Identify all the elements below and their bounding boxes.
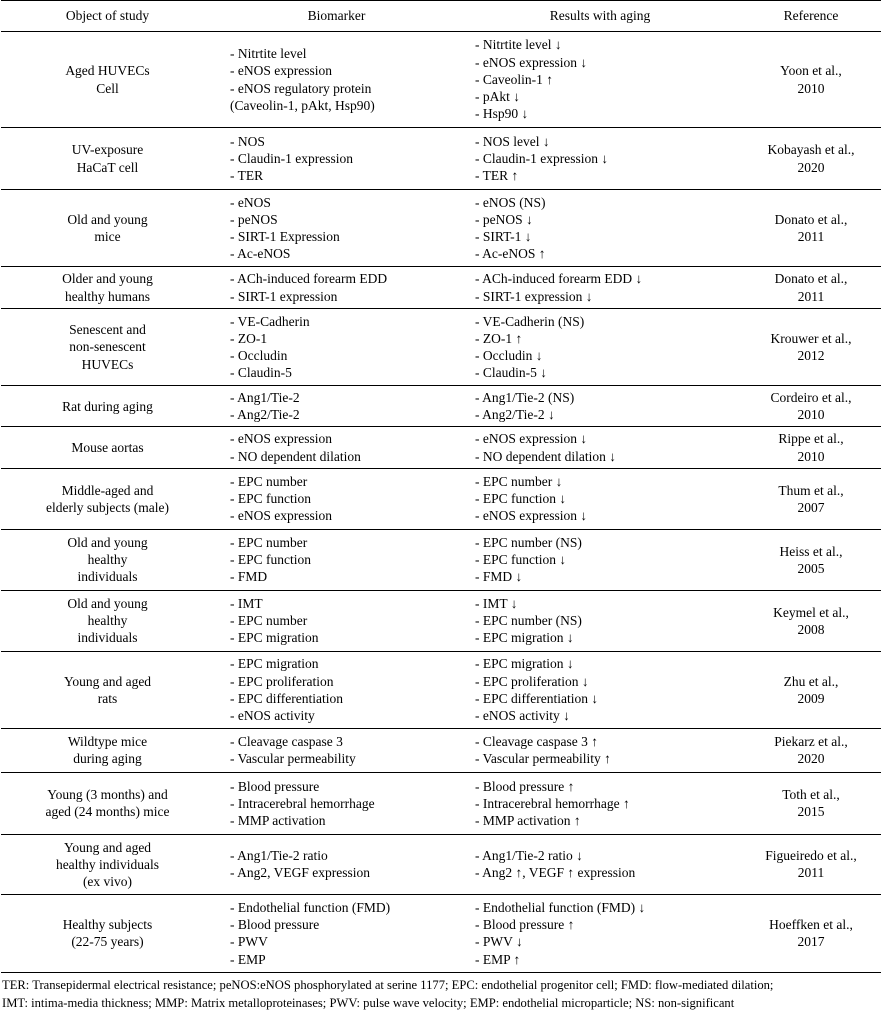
object-of-study-cell: [1, 894, 214, 972]
biomarker-cell-line: - Endothelial function (FMD): [230, 899, 391, 915]
object-of-study-cell: [1, 32, 214, 128]
results-cell-line: - EPC function ↓: [475, 552, 567, 568]
biomarker-cell: [214, 590, 459, 651]
object-of-study-cell-line: HaCaT cell: [76, 159, 139, 175]
reference-cell: [741, 386, 881, 427]
reference-cell: [741, 32, 881, 128]
table-row: [1, 772, 881, 834]
biomarker-cell: [214, 651, 459, 728]
results-cell-line: - ZO-1 ↑: [475, 330, 523, 346]
biomarker-cell-line: - MMP activation: [230, 812, 326, 828]
biomarker-cell-line: - Claudin-5: [230, 365, 292, 381]
results-cell-line: - EPC number (NS): [475, 535, 582, 550]
results-cell: [459, 468, 741, 529]
object-of-study-cell-line: rats: [97, 690, 118, 706]
biomarker-cell-line: - Blood pressure: [230, 917, 320, 933]
reference-cell-line: 2017: [797, 934, 825, 950]
object-of-study-cell: [1, 190, 214, 267]
object-of-study-cell-line: elderly subjects (male): [46, 499, 169, 515]
results-cell-line: - EPC migration ↓: [475, 656, 574, 672]
object-of-study-cell-line: Young (3 months) and: [47, 787, 168, 803]
table-row: [1, 728, 881, 772]
object-of-study-cell-line: during aging: [73, 751, 142, 767]
biomarker-cell: [214, 128, 459, 190]
object-of-study-cell-line: Young and aged: [63, 673, 152, 689]
object-of-study-cell: [1, 267, 214, 309]
reference-cell: [741, 529, 881, 590]
reference-cell-line: 2015: [797, 804, 825, 820]
results-cell-line: - EPC differentiation ↓: [475, 690, 599, 706]
results-cell-line: - EPC number (NS): [475, 613, 582, 629]
table-row: [1, 267, 881, 309]
table-row: [1, 190, 881, 267]
results-cell: [459, 309, 741, 386]
reference-cell: [741, 468, 881, 529]
results-cell: [459, 128, 741, 190]
reference-cell-line: Zhu et al.,: [783, 673, 839, 689]
reference-cell-line: 2008: [797, 621, 825, 637]
biomarker-cell-line: - FMD: [230, 569, 268, 585]
biomarker-cell: [214, 834, 459, 894]
biomarker-cell-line: - eNOS regulatory protein: [230, 80, 372, 96]
reference-cell: [741, 834, 881, 894]
reference-cell-line: Hoeffken et al.,: [769, 917, 853, 933]
results-cell-line: - Ang2 ↑, VEGF ↑ expression: [475, 865, 636, 881]
reference-cell: [741, 309, 881, 386]
biomarker-cell: [214, 427, 459, 468]
biomarker-cell-line: - NOS: [230, 133, 265, 149]
reference-cell-line: 2010: [797, 407, 825, 423]
results-cell: [459, 834, 741, 894]
results-cell-line: - Blood pressure ↑: [475, 778, 575, 794]
results-cell: [459, 590, 741, 651]
reference-cell: [741, 651, 881, 728]
object-of-study-cell-line: individuals: [77, 630, 138, 646]
reference-cell-line: 2005: [797, 560, 825, 576]
object-of-study-cell: [1, 590, 214, 651]
reference-cell-line: Donato et al.,: [774, 211, 848, 227]
header-object-of-study: Object of study: [1, 1, 214, 32]
results-cell-line: - NO dependent dilation ↓: [475, 448, 616, 464]
biomarker-cell-line: - ZO-1: [230, 330, 268, 346]
reference-cell-line: 2010: [797, 448, 825, 464]
results-cell-line: - SIRT-1 expression ↓: [475, 288, 593, 304]
object-of-study-cell-line: HUVECs: [81, 356, 134, 372]
biomarker-cell: [214, 32, 459, 128]
object-of-study-cell-line: Mouse aortas: [71, 440, 144, 455]
table-row: [1, 529, 881, 590]
reference-cell-line: 2009: [797, 690, 825, 706]
object-of-study-cell-line: healthy: [87, 552, 128, 568]
results-cell-line: - EPC function ↓: [475, 491, 567, 507]
results-cell-line: - Occludin ↓: [475, 348, 543, 363]
results-cell: [459, 32, 741, 128]
reference-cell-line: 2011: [797, 229, 825, 244]
biomarker-cell-line: - EPC function: [230, 491, 311, 507]
biomarker-cell-line: - Intracerebral hemorrhage: [230, 795, 375, 811]
object-of-study-cell-line: (ex vivo): [82, 873, 133, 889]
results-cell-line: - EPC migration ↓: [475, 630, 574, 646]
object-of-study-cell-line: aged (24 months) mice: [45, 804, 170, 820]
results-cell-line: - peNOS ↓: [475, 211, 533, 227]
object-of-study-cell-line: UV-exposure: [71, 142, 144, 158]
table-row: [1, 386, 881, 427]
object-of-study-cell-line: individuals: [77, 569, 138, 585]
object-of-study-cell-line: non-senescent: [69, 339, 146, 355]
biomarker-cell-line: - ACh-induced forearm EDD: [230, 271, 388, 287]
reference-cell-line: Keymel et al.,: [773, 604, 849, 620]
reference-cell-line: 2011: [797, 288, 825, 304]
biomarker-cell-line: - Occludin: [230, 348, 288, 363]
biomarker-cell-line: - EPC migration: [230, 656, 319, 672]
reference-cell-line: Piekarz et al.,: [774, 734, 848, 750]
biomarker-cell-line: - PWV: [230, 934, 268, 950]
object-of-study-cell-line: healthy: [87, 613, 128, 629]
biomarker-cell-line: - peNOS: [230, 211, 278, 227]
table-row: [1, 32, 881, 128]
biomarker-cell-line: - eNOS expression: [230, 431, 332, 447]
reference-cell-line: Donato et al.,: [774, 271, 848, 287]
biomarker-cell: [214, 529, 459, 590]
reference-cell-line: Toth et al.,: [782, 787, 840, 803]
reference-cell-line: 2011: [797, 865, 825, 881]
object-of-study-cell-line: Senescent and: [69, 322, 146, 338]
results-cell-line: - Caveolin-1 ↑: [475, 71, 553, 87]
reference-cell: [741, 190, 881, 267]
reference-cell: [741, 772, 881, 834]
table-header: [1, 1, 881, 32]
reference-cell-line: Yoon et al.,: [780, 63, 842, 79]
results-cell-line: - NOS level ↓: [475, 133, 550, 149]
reference-cell-line: 2020: [797, 159, 825, 175]
biomarker-cell-line: - Ang2/Tie-2: [230, 407, 300, 423]
results-cell-line: - EPC proliferation ↓: [475, 673, 589, 689]
reference-cell: [741, 894, 881, 972]
reference-cell-line: Heiss et al.,: [779, 543, 843, 559]
reference-cell-line: Thum et al.,: [778, 482, 844, 498]
results-cell-line: - MMP activation ↑: [475, 812, 581, 828]
results-cell-line: - eNOS expression ↓: [475, 508, 588, 524]
results-cell-line: - eNOS expression ↓: [475, 431, 588, 447]
reference-cell: [741, 267, 881, 309]
biomarker-cell-line: - eNOS expression: [230, 63, 332, 79]
table-row: [1, 468, 881, 529]
object-of-study-cell: [1, 728, 214, 772]
results-cell-line: - eNOS (NS): [475, 194, 546, 210]
reference-cell-line: Figueiredo et al.,: [765, 848, 857, 864]
results-cell-line: - SIRT-1 ↓: [475, 229, 532, 244]
results-cell-line: - Vascular permeability ↑: [475, 751, 611, 767]
object-of-study-cell-line: Old and young: [67, 211, 148, 227]
results-cell: [459, 894, 741, 972]
object-of-study-cell: [1, 309, 214, 386]
biomarker-cell-line: - SIRT-1 expression: [230, 288, 338, 304]
results-cell-line: - Claudin-1 expression ↓: [475, 150, 609, 166]
results-cell-line: - Endothelial function (FMD) ↓: [475, 899, 646, 915]
biomarker-cell-line: - eNOS activity: [230, 708, 315, 724]
object-of-study-cell-line: Old and young: [67, 596, 148, 611]
reference-cell-line: Kobayash et al.,: [767, 142, 855, 158]
object-of-study-cell: [1, 651, 214, 728]
results-cell-line: - VE-Cadherin (NS): [475, 313, 585, 329]
biomarker-cell-line: - EPC function: [230, 552, 311, 568]
table-footnote: [0, 973, 883, 1012]
biomarker-cell-line: - EPC number: [230, 535, 308, 550]
object-of-study-cell-line: Wildtype mice: [67, 734, 148, 750]
table-row: [1, 309, 881, 386]
biomarker-cell-line: - Ang1/Tie-2: [230, 390, 300, 405]
footnote-line: TER: Transepidermal electrical resistance; peNOS:eNOS phosphorylated at serine 1177; EPC: endothelial progenitor cell; FMD: flow-mediated dilation;: [2, 977, 774, 992]
biomarker-cell-line: - Ang1/Tie-2 ratio: [230, 848, 328, 864]
results-cell-line: - Intracerebral hemorrhage ↑: [475, 795, 630, 811]
reference-cell-line: Krouwer et al.,: [770, 330, 852, 346]
biomarker-cell-line: - Claudin-1 expression: [230, 150, 353, 166]
results-cell: [459, 529, 741, 590]
object-of-study-cell-line: Healthy subjects: [62, 917, 153, 933]
object-of-study-cell-line: Middle-aged and: [61, 482, 154, 498]
biomarker-cell: [214, 386, 459, 427]
reference-cell: [741, 128, 881, 190]
object-of-study-cell-line: (22-75 years): [71, 934, 144, 950]
results-cell-line: - FMD ↓: [475, 569, 523, 585]
object-of-study-cell-line: Cell: [96, 80, 119, 96]
object-of-study-cell: [1, 529, 214, 590]
biomarker-cell-line: - NO dependent dilation: [230, 448, 361, 464]
biomarker-cell-line: - Ac-eNOS: [230, 246, 291, 262]
biomarker-cell-line: - EPC migration: [230, 630, 319, 646]
object-of-study-cell-line: mice: [94, 229, 121, 244]
reference-cell-line: Rippe et al.,: [778, 431, 844, 447]
biomarker-cell-line: - EPC number: [230, 474, 308, 489]
reference-cell-line: 2020: [797, 751, 825, 767]
results-cell-line: - Cleavage caspase 3 ↑: [475, 734, 598, 750]
object-of-study-cell: [1, 386, 214, 427]
results-cell-line: - Nitrtite level ↓: [475, 37, 562, 53]
object-of-study-cell: [1, 772, 214, 834]
header-biomarker: Biomarker: [214, 1, 459, 32]
reference-cell: [741, 427, 881, 468]
biomarker-cell: [214, 468, 459, 529]
table-row: [1, 651, 881, 728]
results-cell-line: - PWV ↓: [475, 934, 523, 950]
object-of-study-cell-line: healthy humans: [64, 288, 151, 304]
results-cell: [459, 651, 741, 728]
table-row: [1, 834, 881, 894]
biomarker-cell: [214, 772, 459, 834]
reference-cell: [741, 728, 881, 772]
reference-cell-line: 2010: [797, 80, 825, 96]
table-row: [1, 427, 881, 468]
object-of-study-cell-line: Young and aged: [63, 839, 152, 855]
results-cell-line: - eNOS expression ↓: [475, 54, 588, 70]
header-results-with-aging: Results with aging: [459, 1, 741, 32]
biomarker-cell-line: - Blood pressure: [230, 778, 320, 794]
results-cell-line: - pAkt ↓: [475, 89, 520, 105]
header-row: [1, 1, 881, 32]
biomarker-cell: [214, 728, 459, 772]
biomarker-cell-line: - EPC proliferation: [230, 673, 334, 689]
results-cell-line: - Blood pressure ↑: [475, 917, 575, 933]
results-cell-line: - Ang2/Tie-2 ↓: [475, 407, 555, 423]
table-row: [1, 590, 881, 651]
results-cell: [459, 427, 741, 468]
biomarker-cell-line: - IMT: [230, 596, 263, 611]
biomarker-cell-line: - EMP: [230, 951, 266, 967]
biomarker-cell-line: - eNOS expression: [230, 508, 332, 524]
reference-cell-line: Cordeiro et al.,: [770, 390, 852, 405]
object-of-study-cell: [1, 427, 214, 468]
table-body: [1, 32, 881, 973]
biomarker-cell-line: - VE-Cadherin: [230, 313, 310, 329]
header-reference: Reference: [741, 1, 881, 32]
reference-cell: [741, 590, 881, 651]
object-of-study-cell: [1, 834, 214, 894]
biomarker-cell-line: - SIRT-1 Expression: [230, 229, 340, 244]
biomarker-cell: [214, 267, 459, 309]
results-cell-line: - Hsp90 ↓: [475, 106, 529, 122]
object-of-study-cell-line: Older and young: [62, 271, 153, 287]
biomarker-cell-line: - TER: [230, 168, 264, 184]
reference-cell-line: 2007: [797, 499, 825, 515]
footnote-line: IMT: intima-media thickness; MMP: Matrix metalloproteinases; PWV: pulse wave velocity; EMP: endothelial microparticle; NS: non-significant: [2, 995, 735, 1010]
results-cell: [459, 728, 741, 772]
results-cell: [459, 386, 741, 427]
biomarker-cell-line: - EPC differentiation: [230, 690, 343, 706]
results-cell: [459, 190, 741, 267]
results-cell-line: - Claudin-5 ↓: [475, 365, 547, 381]
object-of-study-cell-line: Aged HUVECs: [65, 63, 150, 79]
object-of-study-cell-line: Rat during aging: [62, 398, 153, 414]
biomarker-cell: [214, 894, 459, 972]
results-cell-line: - ACh-induced forearm EDD ↓: [475, 271, 643, 287]
biomarker-cell-line: - Cleavage caspase 3: [230, 734, 343, 750]
biomarker-cell: [214, 190, 459, 267]
object-of-study-cell: [1, 128, 214, 190]
table-row: [1, 894, 881, 972]
results-cell-line: - Ang1/Tie-2 ratio ↓: [475, 848, 583, 864]
results-cell-line: - TER ↑: [475, 168, 519, 184]
biomarker-cell-line: - eNOS: [230, 194, 271, 210]
results-cell: [459, 772, 741, 834]
object-of-study-cell-line: Old and young: [67, 535, 148, 550]
aging-biomarker-table: [1, 0, 881, 973]
object-of-study-cell: [1, 468, 214, 529]
results-cell-line: - eNOS activity ↓: [475, 708, 570, 724]
results-cell-line: - IMT ↓: [475, 596, 518, 611]
biomarker-cell: [214, 309, 459, 386]
table-row: [1, 128, 881, 190]
object-of-study-cell-line: healthy individuals: [55, 856, 160, 872]
results-cell-line: - EPC number ↓: [475, 474, 563, 489]
results-cell-line: - Ac-eNOS ↑: [475, 246, 546, 262]
results-cell-line: - Ang1/Tie-2 (NS): [475, 390, 575, 405]
results-cell-line: - EMP ↑: [475, 951, 521, 967]
biomarker-cell-line: - EPC number: [230, 613, 308, 629]
results-cell: [459, 267, 741, 309]
biomarker-cell-line: - Vascular permeability: [230, 751, 356, 767]
biomarker-cell-line: (Caveolin-1, pAkt, Hsp90): [230, 97, 375, 113]
biomarker-cell-line: - Ang2, VEGF expression: [230, 865, 370, 881]
biomarker-cell-line: - Nitrtite level: [230, 46, 307, 62]
reference-cell-line: 2012: [797, 348, 825, 363]
